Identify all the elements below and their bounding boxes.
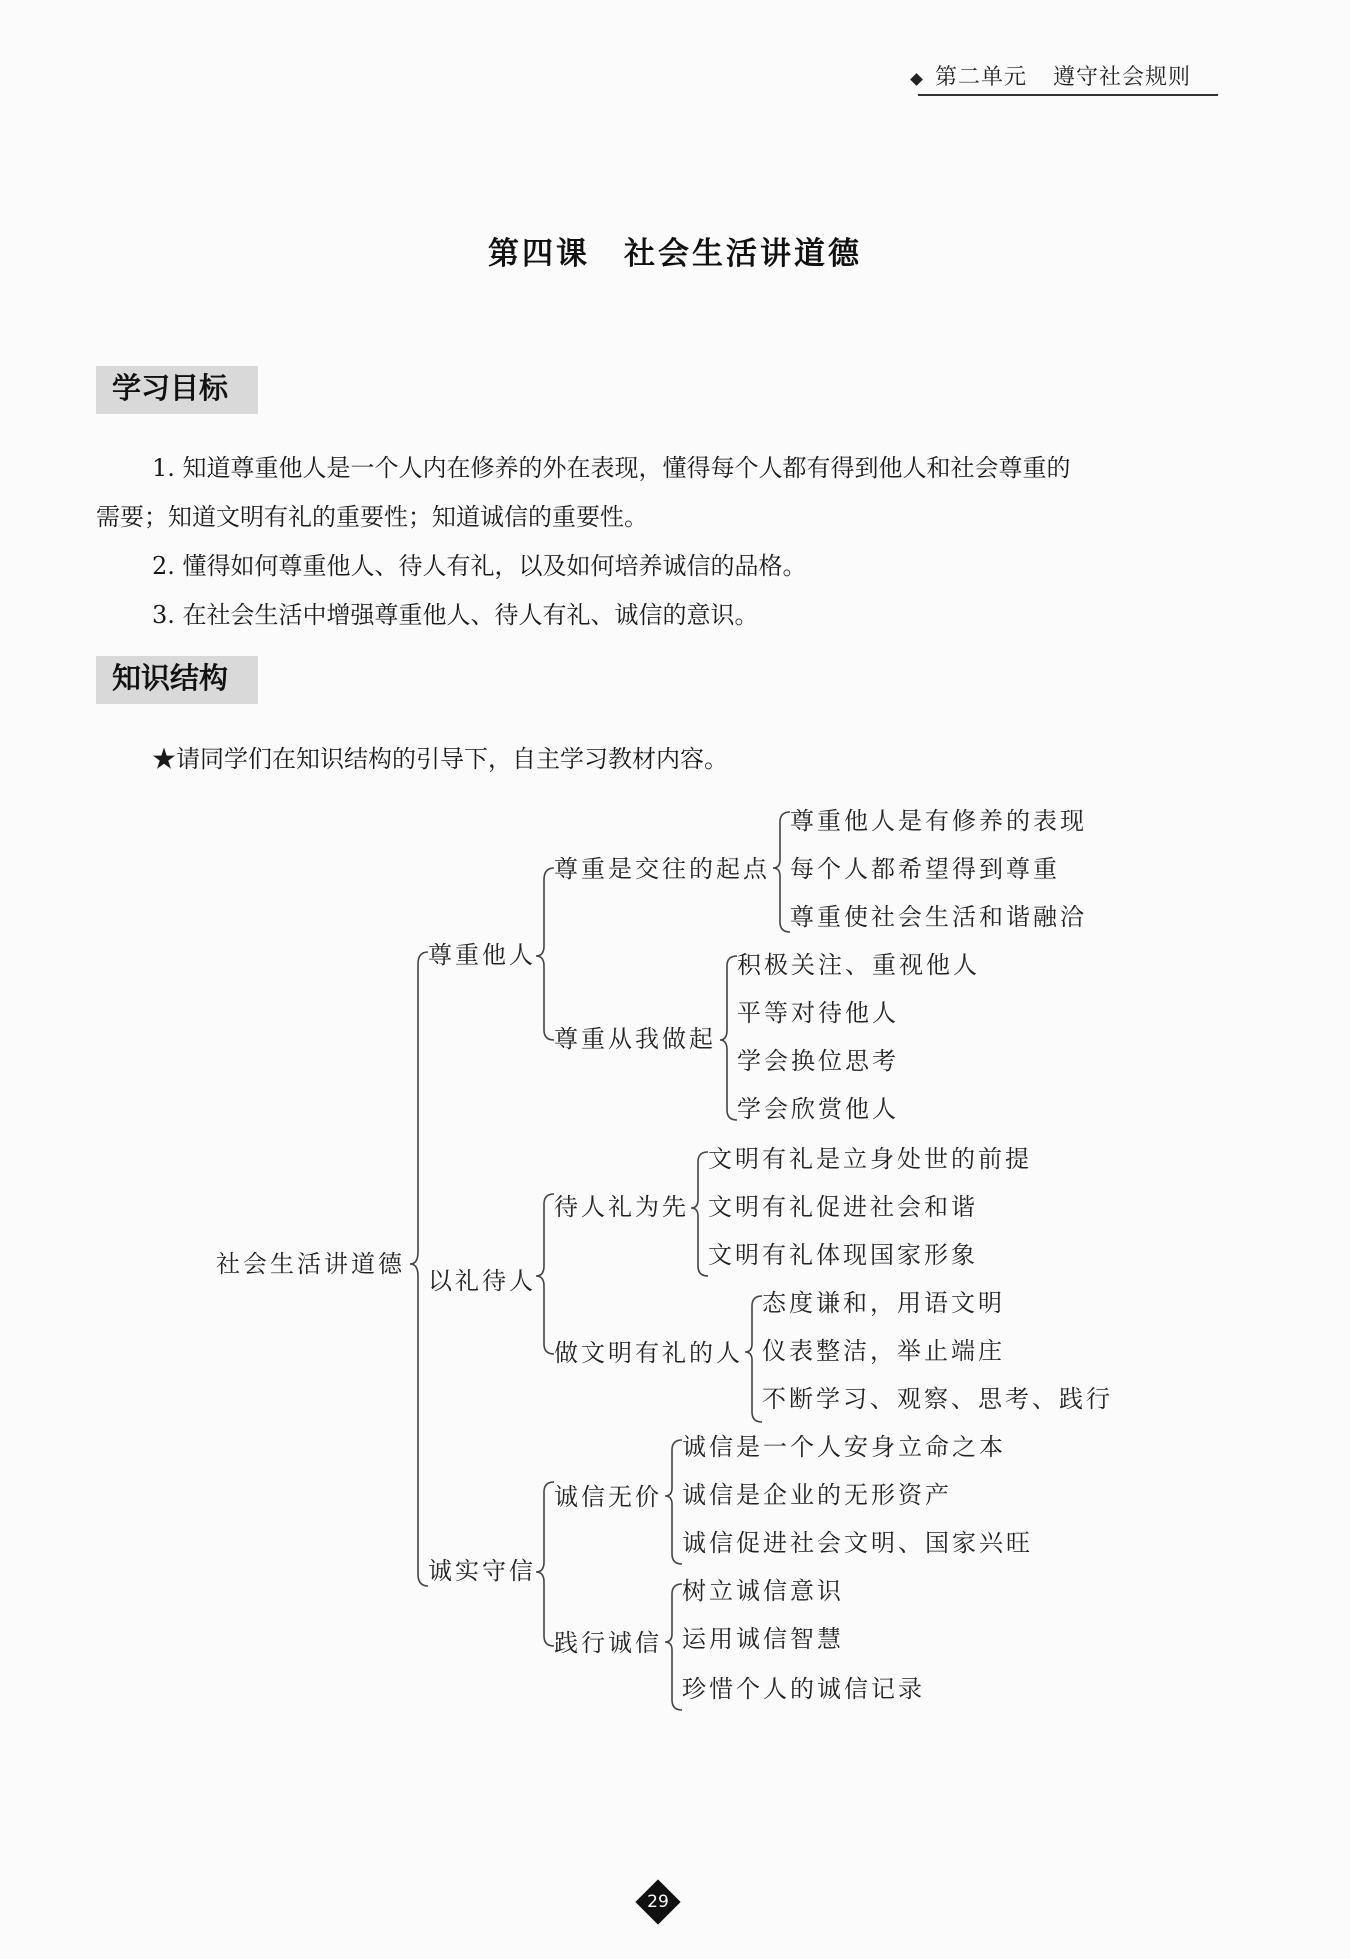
lesson-number: 第四课 xyxy=(488,236,590,272)
objective-2: 2. 懂得如何尊重他人、待人有礼，以及如何培养诚信的品格。 xyxy=(152,552,807,580)
unit-label: 第二单元 xyxy=(935,65,1028,90)
leaf-item: 尊重使社会生活和谐融洽 xyxy=(790,903,1087,931)
objective-3: 3. 在社会生活中增强尊重他人、待人有礼、诚信的意识。 xyxy=(152,601,759,629)
leaf-item: 文明有礼是立身处世的前提 xyxy=(708,1145,1032,1173)
objective-1-line-1: 1. 知道尊重他人是一个人内在修养的外在表现，懂得每个人都有得到他人和社会尊重的 xyxy=(152,454,1071,482)
leaf-item: 每个人都希望得到尊重 xyxy=(790,855,1060,883)
leaf-item: 学会换位思考 xyxy=(737,1047,899,1075)
leaf-brace-1-1 xyxy=(773,812,790,932)
branch-honesty: 诚实守信 xyxy=(428,1557,536,1585)
leaf-item: 珍惜个人的诚信记录 xyxy=(682,1675,925,1703)
page-number-badge xyxy=(636,1880,680,1924)
leaf-brace-2-1 xyxy=(691,1152,708,1276)
leaf-item: 运用诚信智慧 xyxy=(682,1625,844,1653)
leaf-item: 文明有礼体现国家形象 xyxy=(708,1241,978,1269)
sub-branch: 尊重是交往的起点 xyxy=(554,855,770,883)
leaf-item: 诚信促进社会文明、国家兴旺 xyxy=(682,1529,1033,1557)
branch-3-brace xyxy=(536,1482,554,1646)
leaf-item: 诚信是企业的无形资产 xyxy=(682,1481,952,1509)
mind-map-root: 社会生活讲道德 xyxy=(216,1250,405,1278)
sub-branch: 诚信无价 xyxy=(554,1483,662,1511)
leaf-brace-1-2 xyxy=(720,956,737,1120)
leaf-brace-3-2 xyxy=(665,1584,682,1710)
branch-courtesy: 以礼待人 xyxy=(428,1267,536,1295)
root-brace xyxy=(410,952,428,1586)
structure-intro: ★请同学们在知识结构的引导下，自主学习教材内容。 xyxy=(152,745,728,773)
structure-heading: 知识结构 xyxy=(96,656,258,704)
sub-branch: 尊重从我做起 xyxy=(554,1025,716,1053)
leaf-item: 诚信是一个人安身立命之本 xyxy=(682,1433,1006,1461)
leaf-brace-3-1 xyxy=(665,1440,682,1564)
page-number: 29 xyxy=(647,1892,669,1912)
sub-branch: 待人礼为先 xyxy=(554,1193,689,1221)
leaf-item: 平等对待他人 xyxy=(737,999,899,1027)
leaf-item: 尊重他人是有修养的表现 xyxy=(790,807,1087,835)
leaf-item: 文明有礼促进社会和谐 xyxy=(708,1193,978,1221)
branch-2-brace xyxy=(536,1194,554,1354)
leaf-item: 仪表整洁，举止端庄 xyxy=(762,1337,1005,1365)
leaf-brace-2-2 xyxy=(745,1296,762,1422)
sub-branch: 做文明有礼的人 xyxy=(554,1339,743,1367)
sub-branch: 践行诚信 xyxy=(554,1629,662,1657)
branch-1-brace xyxy=(536,868,554,1040)
leaf-item: 态度谦和，用语文明 xyxy=(762,1289,1005,1317)
leaf-item: 树立诚信意识 xyxy=(682,1577,844,1605)
branch-respect: 尊重他人 xyxy=(428,941,536,969)
lesson-name: 社会生活讲道德 xyxy=(624,236,862,272)
objective-1-line-2: 需要；知道文明有礼的重要性；知道诚信的重要性。 xyxy=(96,503,648,531)
leaf-item: 不断学习、观察、思考、践行 xyxy=(762,1385,1113,1413)
objectives-heading: 学习目标 xyxy=(96,366,258,414)
unit-title: 遵守社会规则 xyxy=(1053,65,1192,90)
leaf-item: 学会欣赏他人 xyxy=(737,1095,899,1123)
leaf-item: 积极关注、重视他人 xyxy=(737,951,980,979)
